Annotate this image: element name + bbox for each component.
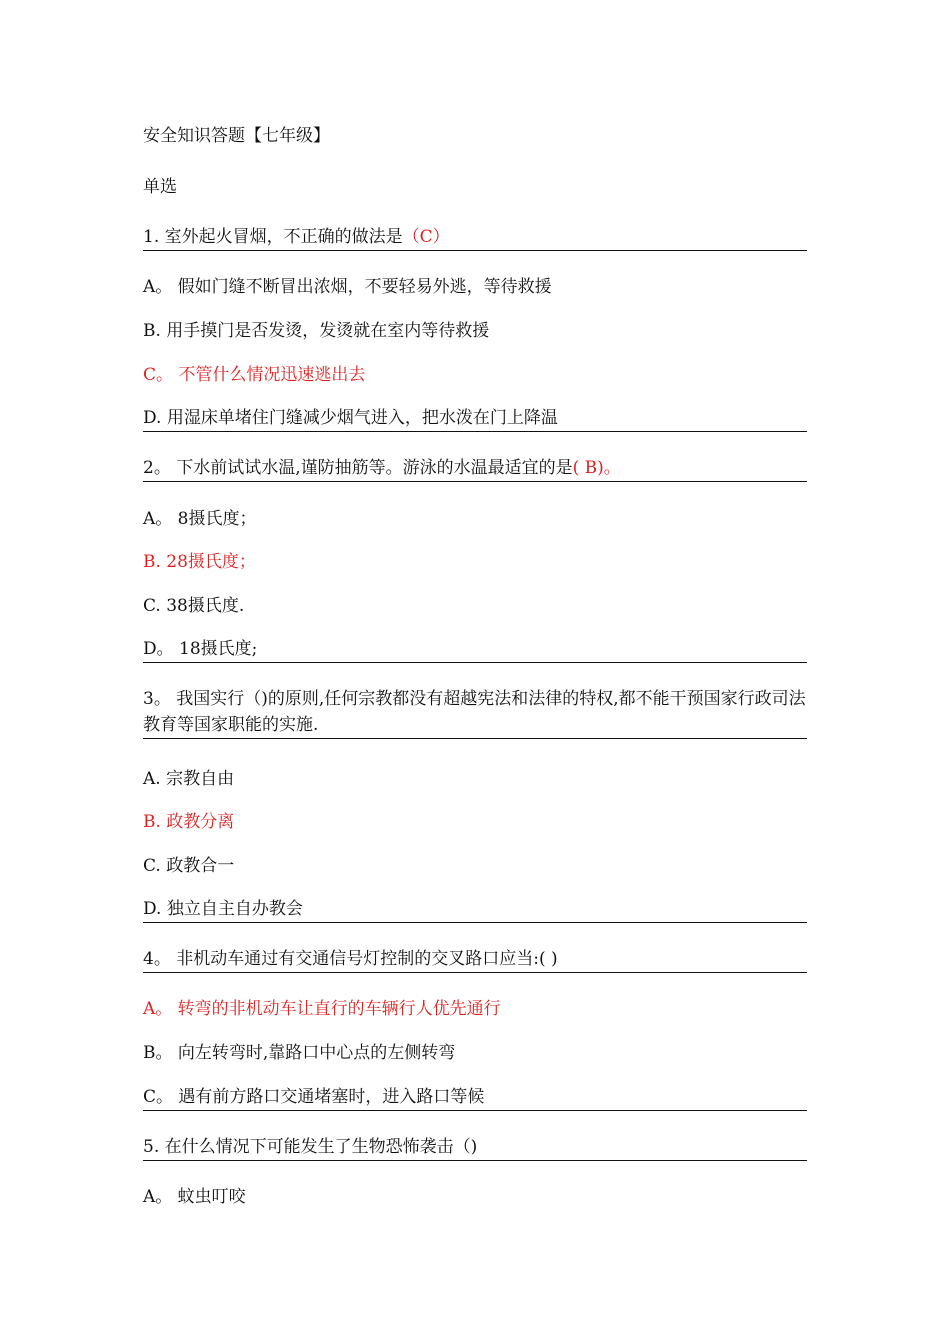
question-1-stem	[143, 224, 807, 251]
question-1-option-a: A。 假如门缝不断冒出浓烟，不要轻易外逃，等待救援	[143, 277, 552, 297]
question-4-option-c: C。 遇有前方路口交通堵塞时，进入路口等候	[143, 1084, 807, 1111]
question-4-option-b: B。 向左转弯时,靠路口中心点的左侧转弯	[143, 1043, 456, 1063]
document-title: 安全知识答题【七年级】	[143, 126, 330, 146]
question-5-option-a: A。 蚊虫叮咬	[143, 1187, 246, 1207]
question-3-option-c: C. 政教合一	[143, 856, 235, 876]
question-stem-text: 2。 下水前试试水温,谨防抽筋等。游泳的水温最适宜的是	[143, 458, 573, 478]
question-answer: ( B)。	[572, 458, 621, 478]
question-3-option-a: A. 宗教自由	[143, 769, 235, 789]
question-4-stem: 4。 非机动车通过有交通信号灯控制的交叉路口应当:( )	[143, 946, 807, 973]
question-2-option-d: D。 18摄氏度;	[143, 636, 807, 663]
question-4-option-a-correct: A。 转弯的非机动车让直行的车辆行人优先通行	[143, 999, 501, 1019]
question-3-option-b-correct: B. 政教分离	[143, 812, 235, 832]
question-2-stem	[143, 455, 807, 482]
question-2-option-a: A。 8摄氏度；	[143, 509, 257, 529]
section-heading: 单选	[143, 177, 177, 197]
question-5-stem: 5. 在什么情况下可能发生了生物恐怖袭击（)	[143, 1134, 807, 1161]
question-2-option-c: C. 38摄氏度.	[143, 596, 245, 616]
question-1-option-b: B. 用手摸门是否发烫，发烫就在室内等待救援	[143, 321, 490, 341]
question-1-option-c-correct: C。 不管什么情况迅速逃出去	[143, 365, 366, 385]
question-stem-text: 1. 室外起火冒烟，不正确的做法是	[143, 227, 403, 247]
question-2-option-b-correct: B. 28摄氏度；	[143, 552, 256, 572]
question-3-option-d: D. 独立自主自办教会	[143, 896, 807, 923]
question-3-stem: 3。 我国实行（)的原则,任何宗教都没有超越宪法和法律的特权,都不能干预国家行政司法教育等国家职能的实施.	[143, 686, 807, 739]
question-1-option-d: D. 用湿床单堵住门缝减少烟气进入，把水泼在门上降温	[143, 405, 807, 432]
question-answer: （C）	[402, 227, 450, 247]
